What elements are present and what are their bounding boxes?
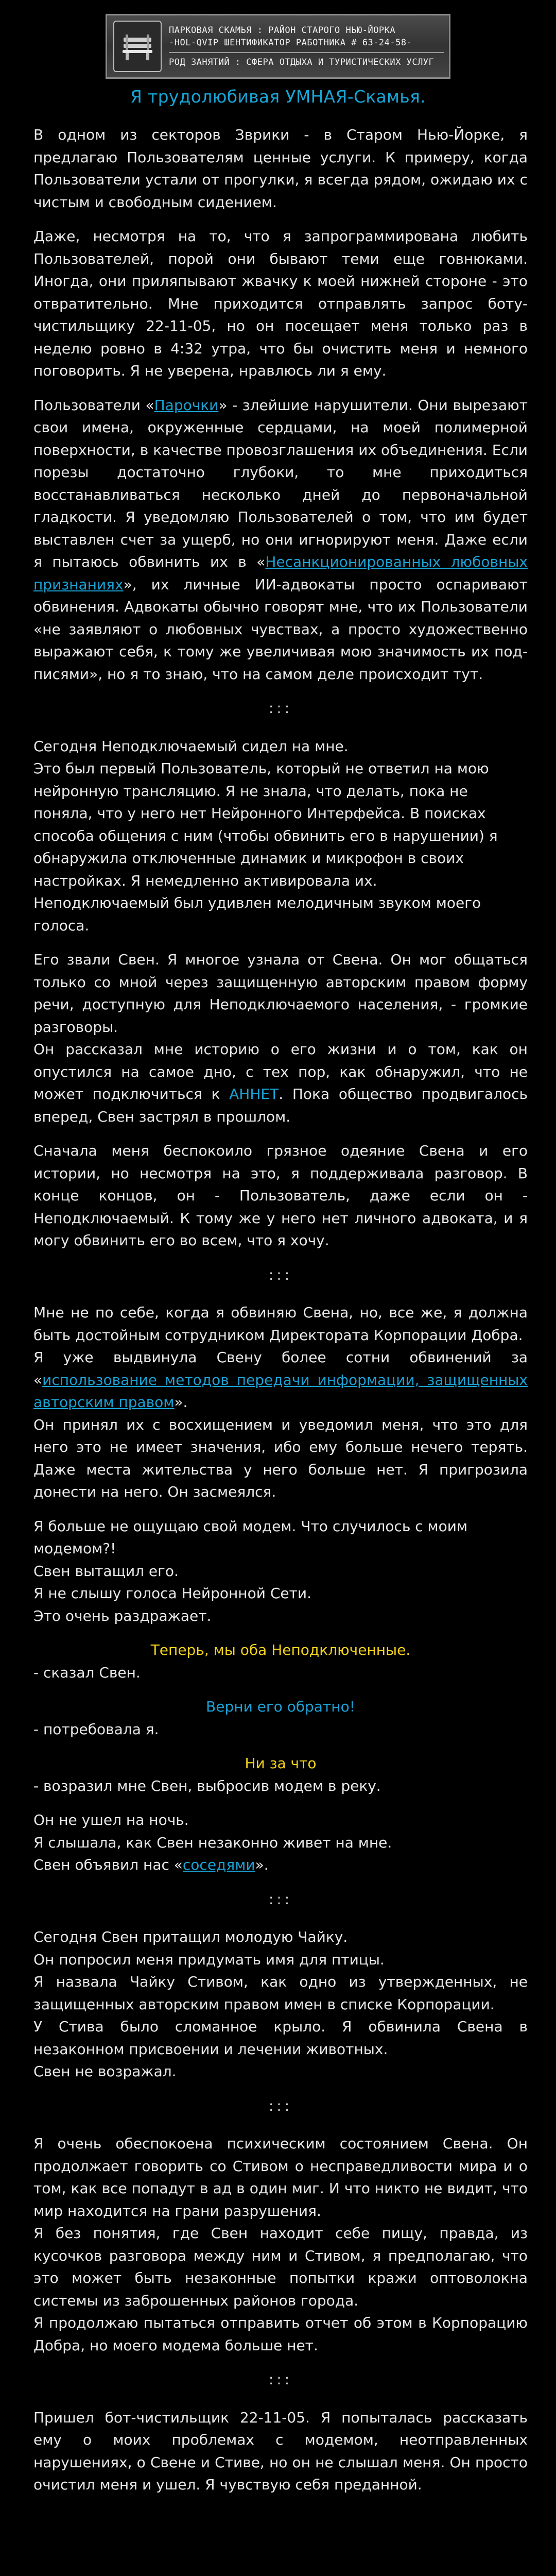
paragraph-5 bbox=[33, 948, 528, 1128]
text-fragment: Мне не по себе, когда я обвиняю Свена, но, все же, я должна быть достойным сотрудником Директората Корпорации Добра. Я уже выдвинула Свену более сотни обвинений за « bbox=[33, 1304, 528, 1388]
page-title: Я трудолюбивая УМНАЯ-Скамья. bbox=[130, 87, 426, 107]
quote-attribution-1: - сказал Свен. bbox=[33, 1664, 141, 1681]
couples-link[interactable]: Парочки bbox=[154, 396, 219, 414]
quote-attribution-3: - возразил мне Свен, выбросив модем в реку. bbox=[33, 1777, 381, 1794]
quote-sven-2: Ни за что bbox=[245, 1755, 317, 1772]
section-separator: ::: bbox=[268, 2371, 293, 2388]
header-line-1: ПАРКОВАЯ СКАМЬЯ : РАЙОН СТАРОГО НЬЮ-ЙОРКА bbox=[169, 25, 396, 36]
text-fragment: ». bbox=[255, 1856, 269, 1873]
copyright-methods-link[interactable]: использование методов передачи информации, защищенных авторским правом bbox=[33, 1371, 528, 1411]
paragraph-4: Сегодня Неподключаемый сидел на мне. Это был первый Пользователь, который не ответил на мою нейронную трансляцию. Я не знала, что делать, пока не поняла, что у него нет Нейронного Интерфейса. В поисках способа общения с ним (чтобы обвинить его в нарушении) я обнаружила отключенные динамик и микрофон в своих настройках. Я немедленно активировала их. Неподключаемый был удивлен мелодичным звуком моего голоса. bbox=[33, 737, 498, 934]
paragraph-3 bbox=[33, 394, 528, 686]
text-fragment: ». Он принял их с восхищением и уведомил меня, что это для него это не имеет значения, ибо ему больше нечего терять. Даже места жительства у него больше нет. Я пригрозила донести на него. Он засмеялся. bbox=[33, 1394, 528, 1500]
paragraph-11: Я очень обеспокоена психическим состоянием Свена. Он продолжает говорить со Стивом о несправедливости мира и о том, как все попадут в ад в один миг. И что никто не видит, что мир находится на грани разрушения. Я без понятия, где Свен находит себе пищу, правда, из кусочков разговора между ним и Стивом, я предполагаю, что это может быть незаконные попытки кражи оптоволокна системы из заброшенных районов города. Я продолжаю пытаться отправить отчет об этом в Корпорацию Добра, но моего модема больше нет. bbox=[33, 2135, 528, 2354]
section-separator: ::: bbox=[268, 2097, 293, 2114]
quote-sven-1: Теперь, мы оба Неподключенные. bbox=[150, 1641, 411, 1658]
annet-link[interactable]: АННЕТ bbox=[229, 1086, 279, 1103]
text-fragment: Он не ушел на ночь. Я слышала, как Свен незаконно живет на мне. Свен объявил нас « bbox=[33, 1811, 392, 1873]
bench-icon bbox=[113, 21, 162, 72]
paragraph-6: Сначала меня беспокоило грязное одеяние Свена и его истории, но несмотря на это, я поддерживала разговор. В конце концов, он - Пользователь, даже если он - Неподключаемый. К тому же у него нет личного адвоката, и я могу обвинить его во всем, что я хочу. bbox=[33, 1142, 528, 1249]
bench-icon-graphic bbox=[119, 28, 155, 64]
paragraph-10: Сегодня Свен притащил молодую Чайку. Он попросил меня придумать имя для птицы. Я назвала Чайку Стивом, как одно из утвержденных, не защищенных авторским правом имен в списке Корпорации. У Стива было сломанное крыло. Я обвинила Свена в незаконном присвоении и лечении животных. Свен не возражал. bbox=[33, 1928, 528, 2080]
header-text bbox=[169, 24, 449, 69]
text-fragment: Его звали Свен. Я многое узнала от Свена. Он мог общаться только со мной через защищенную авторским правом форму речи, доступную для Неподключаемого населения, - громкие разговоры. Он рассказал мне историю о его жизни и о том, как он опустился на самое дно, с тех пор, как обнаружил, что не может подключиться к bbox=[33, 951, 528, 1103]
header-divider bbox=[169, 52, 444, 53]
quote-bench-1: Верни его обратно! bbox=[206, 1698, 355, 1715]
quote-attribution-2: - потребовала я. bbox=[33, 1720, 159, 1738]
section-separator: ::: bbox=[268, 1890, 293, 1908]
paragraph-8: Я больше не ощущаю свой модем. Что случилось с моим модемом?! Свен вытащил его. Я не слышу голоса Нейронной Сети. Это очень раздражает. bbox=[33, 1517, 468, 1624]
text-fragment: . Пока общество продвигалось вперед, Свен застрял в прошлом. bbox=[33, 1086, 528, 1125]
paragraph-2: Даже, несмотря на то, что я запрограммирована любить Пользователей, порой они бывают теми еще говнюками. Иногда, они приляпывают жвачку к моей нижней стороне - это отвратительно. Мне приходится отправлять запрос боту-чистильщику 22-11-05, но он посещает меня только раз в неделю ровно в 4:32 утра, что бы очистить меня и немного поговорить. Я не уверена, нравлюсь ли я ему. bbox=[33, 228, 528, 379]
section-separator: ::: bbox=[268, 1266, 293, 1283]
section-separator: ::: bbox=[268, 700, 293, 717]
header-banner bbox=[106, 14, 450, 79]
text-fragment: Пользователи « bbox=[33, 396, 154, 414]
story-content bbox=[33, 124, 528, 2508]
header-line-3: РОД ЗАНЯТИЙ : СФЕРА ОТДЫХА И ТУРИСТИЧЕСКИХ УСЛУГ bbox=[169, 57, 435, 67]
text-fragment: » - злейшие нарушители. Они вырезают свои имена, окруженные сердцами, на моей полимерной поверхности, в качестве провозглашения их объединения. Если порезы достаточно глубоки, то мне приходиться восстанавливаться несколько дней до первоначальной гладкости. Я уведомляю Пользователей о том, что им будет выставлен счет за ущерб, но они игнорируют меня. Даже если я пытаюсь обвинить их в « bbox=[33, 396, 528, 570]
text-fragment: », их личные ИИ-адвокаты просто оспаривают обвинения. Адвокаты обычно говорят мне, что их Пользователи «не заявляют о любовных чувствах, а просто художественно выражают себя, к тому же увеличивая мою значимость их под-писями», но я то знаю, что на самом деле происходит тут. bbox=[33, 575, 528, 683]
paragraph-9 bbox=[33, 1809, 528, 1876]
paragraph-7 bbox=[33, 1301, 528, 1503]
paragraph-12: Пришел бот-чистильщик 22-11-05. Я попыталась рассказать ему о моих проблемах с модемом, неотправленных нарушениях, о Свене и Стиве, но он не слышал меня. Он просто очистил меня и ушел. Я чувствую себя преданной. bbox=[33, 2409, 528, 2493]
unauthorized-love-link[interactable]: Несанкционированных любовных признаниях bbox=[33, 553, 528, 593]
neighbors-link[interactable]: соседями bbox=[182, 1856, 255, 1873]
header-line-2: -HOL-QVIP ШЕНТИФИКАТОР РАБОТНИКА # 63-24-58- bbox=[169, 38, 412, 48]
paragraph-1: В одном из секторов Зврики - в Старом Нью-Йорке, я предлагаю Пользователям ценные услуги. К примеру, когда Пользователи устали от прогулки, я всегда рядом, ожидаю их с чистым и свободным сидением. bbox=[33, 126, 528, 211]
